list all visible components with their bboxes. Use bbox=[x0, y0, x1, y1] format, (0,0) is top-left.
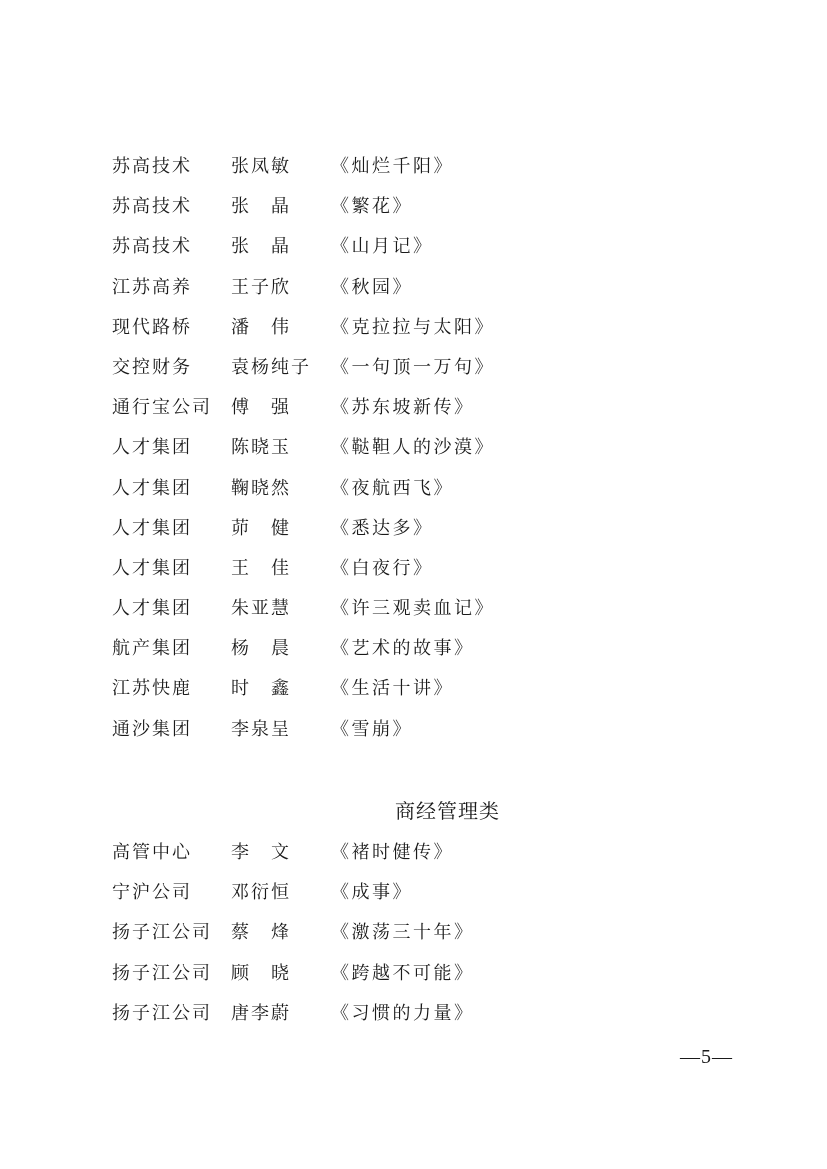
book-title: 《繁花》 bbox=[331, 196, 413, 218]
list-item bbox=[112, 272, 712, 312]
list-item bbox=[112, 673, 712, 713]
unit-name: 人才集团 bbox=[112, 557, 192, 579]
person-name: 唐李蔚 bbox=[231, 1002, 291, 1024]
unit-name: 通行宝公司 bbox=[112, 397, 212, 419]
list-item bbox=[112, 513, 712, 553]
unit-name: 苏高技术 bbox=[112, 156, 192, 177]
person-name: 王 佳 bbox=[231, 557, 291, 579]
person-name: 蔡 烽 bbox=[231, 922, 291, 944]
section-heading: 商经管理类 bbox=[395, 799, 500, 823]
book-title: 《习惯的力量》 bbox=[331, 1002, 475, 1024]
unit-name: 扬子江公司 bbox=[112, 922, 212, 944]
unit-name: 江苏快鹿 bbox=[112, 678, 192, 700]
book-title: 《激荡三十年》 bbox=[331, 922, 475, 944]
list-item bbox=[112, 191, 712, 231]
unit-name: 宁沪公司 bbox=[112, 882, 192, 904]
unit-name: 苏高技术 bbox=[112, 236, 192, 258]
unit-name: 通沙集团 bbox=[112, 718, 192, 740]
book-title: 《白夜行》 bbox=[331, 557, 434, 579]
unit-name: 人才集团 bbox=[112, 437, 192, 459]
book-title: 《秋园》 bbox=[331, 276, 413, 298]
unit-name: 高管中心 bbox=[112, 842, 192, 863]
list-item bbox=[112, 917, 712, 957]
book-title: 《灿烂千阳》 bbox=[331, 156, 454, 177]
unit-name: 扬子江公司 bbox=[112, 962, 212, 984]
list-item bbox=[112, 877, 712, 917]
unit-name: 江苏高养 bbox=[112, 276, 192, 298]
list-item bbox=[112, 392, 712, 432]
book-title: 《鞑靼人的沙漠》 bbox=[331, 437, 495, 459]
list-item bbox=[112, 714, 712, 754]
person-name: 茆 健 bbox=[231, 517, 291, 539]
list-item bbox=[112, 352, 712, 392]
person-name: 张凤敏 bbox=[231, 156, 291, 177]
entry-list-bottom bbox=[112, 837, 712, 1038]
book-title: 《雪崩》 bbox=[331, 718, 413, 740]
person-name: 张 晶 bbox=[231, 236, 291, 258]
list-item bbox=[112, 998, 712, 1038]
book-title: 《夜航西飞》 bbox=[331, 477, 454, 499]
unit-name: 苏高技术 bbox=[112, 196, 192, 218]
unit-name: 人才集团 bbox=[112, 477, 192, 499]
book-title: 《褚时健传》 bbox=[331, 842, 454, 863]
list-item bbox=[112, 633, 712, 673]
unit-name: 航产集团 bbox=[112, 638, 192, 660]
book-title: 《山月记》 bbox=[331, 236, 434, 258]
list-item bbox=[112, 837, 712, 877]
book-title: 《许三观卖血记》 bbox=[331, 598, 495, 620]
person-name: 朱亚慧 bbox=[231, 598, 291, 620]
person-name: 张 晶 bbox=[231, 196, 291, 218]
list-item bbox=[112, 553, 712, 593]
list-item bbox=[112, 593, 712, 633]
list-item bbox=[112, 231, 712, 271]
unit-name: 人才集团 bbox=[112, 598, 192, 620]
page-number: —5— bbox=[680, 1046, 733, 1068]
person-name: 王子欣 bbox=[231, 276, 291, 298]
unit-name: 扬子江公司 bbox=[112, 1002, 212, 1024]
unit-name: 交控财务 bbox=[112, 356, 192, 378]
book-title: 《成事》 bbox=[331, 882, 413, 904]
unit-name: 人才集团 bbox=[112, 517, 192, 539]
book-title: 《艺术的故事》 bbox=[331, 638, 475, 660]
person-name: 鞠晓然 bbox=[231, 477, 291, 499]
book-title: 《一句顶一万句》 bbox=[331, 356, 495, 378]
person-name: 傅 强 bbox=[231, 397, 291, 419]
book-title: 《跨越不可能》 bbox=[331, 962, 475, 984]
unit-name: 现代路桥 bbox=[112, 316, 192, 338]
book-title: 《悉达多》 bbox=[331, 517, 434, 539]
person-name: 李泉呈 bbox=[231, 718, 291, 740]
book-title: 《苏东坡新传》 bbox=[331, 397, 475, 419]
person-name: 顾 晓 bbox=[231, 962, 291, 984]
list-item bbox=[112, 473, 712, 513]
person-name: 邓衍恒 bbox=[231, 882, 291, 904]
person-name: 潘 伟 bbox=[231, 316, 291, 338]
book-title: 《克拉拉与太阳》 bbox=[331, 316, 495, 338]
list-item bbox=[112, 432, 712, 472]
person-name: 时 鑫 bbox=[231, 678, 291, 700]
person-name: 陈晓玉 bbox=[231, 437, 291, 459]
person-name: 李 文 bbox=[231, 842, 291, 863]
list-item bbox=[112, 312, 712, 352]
person-name: 袁杨纯子 bbox=[231, 356, 311, 378]
list-item bbox=[112, 151, 712, 191]
book-title: 《生活十讲》 bbox=[331, 678, 454, 700]
list-item bbox=[112, 958, 712, 998]
person-name: 杨 晨 bbox=[231, 638, 291, 660]
entry-list-top bbox=[112, 151, 712, 754]
